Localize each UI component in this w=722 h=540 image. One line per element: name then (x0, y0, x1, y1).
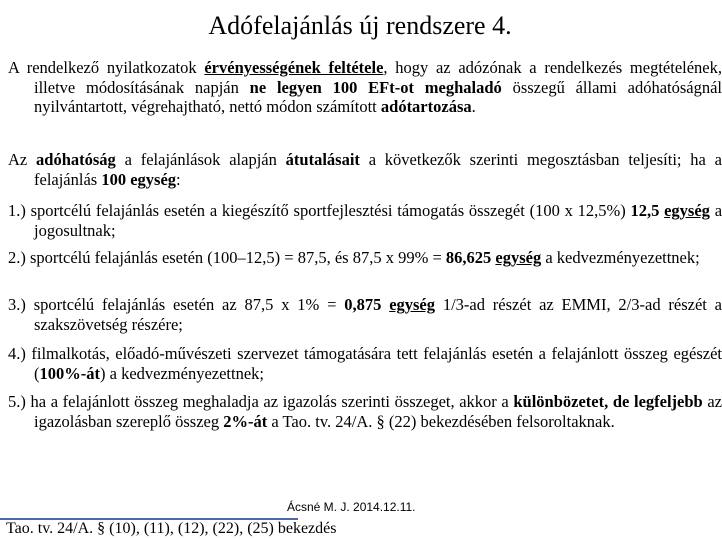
text: : (176, 169, 181, 189)
text: a Tao. tv. 24/A. § (22) bekezdésében felsoroltaknak. (267, 411, 615, 431)
text: . (471, 97, 476, 116)
unit-label: egység (664, 201, 710, 220)
text: a következők szerinti megosztásban teljesíti; ha a felajánlás (34, 150, 722, 189)
text: összegű állami adóhatóságnál nyilvántartott, végrehajtható, nettó módon számított (34, 77, 722, 116)
emphasis-100-units: 100 egység (101, 169, 177, 189)
text: , hogy az adózónak a rendelkezés megtételének, illetve módosításának napján (34, 58, 722, 97)
emphasis-difference: különbözetet, de legfeljebb (513, 392, 703, 411)
text: a felajánlások alapján (115, 150, 286, 169)
text: A rendelkező nyilatkozatok (8, 58, 205, 77)
list-item-3 (8, 295, 722, 334)
text: ) a kedvezményezettnek; (100, 363, 264, 383)
list-item-2 (8, 248, 722, 268)
emphasis-transfers: átutalásait (285, 150, 360, 169)
text: 3.) sportcélú felajánlás esetén az 87,5 x 1% = (8, 295, 345, 314)
value-100-percent: 100%-át (39, 363, 100, 383)
text: Az (8, 150, 37, 169)
value-12-5: 12,5 (630, 201, 665, 220)
slide-title: Adófelajánlás új rendszere 4. (208, 11, 512, 40)
text: 1.) sportcélú felajánlás esetén a kiegészítő sportfejlesztési támogatás összegét (100 x 12,5%) (8, 201, 631, 220)
text: 2.) sportcélú felajánlás esetén (100–12,5) = 87,5, és 87,5 x 99% = (8, 248, 446, 267)
value-2-percent: 2%-át (223, 411, 268, 431)
list-item-1 (8, 201, 722, 240)
list-item-4 (8, 344, 722, 383)
emphasis-authority: adóhatóság (36, 150, 116, 169)
value-0-875: 0,875 (344, 295, 390, 314)
emphasis-tax-debt: adótartozása (380, 97, 472, 116)
text: az igazolásban szereplő összeg (34, 392, 722, 431)
emphasis-validity: érvényességének feltétele (204, 58, 384, 77)
text: 5.) ha a felajánlott összeg meghaladja az igazolás szerinti összeget, akkor a (8, 392, 514, 411)
text: 1/3-ad részét az EMMI, 2/3-ad részét a szakszövetség részére; (34, 295, 722, 334)
emphasis-debt-limit: ne legyen 100 EFt-ot meghaladó (249, 77, 502, 97)
list-item-5 (8, 392, 722, 431)
paragraph-transfer-rules (8, 150, 722, 189)
paragraph-validity-condition (8, 58, 722, 117)
text: a jogosultnak; (34, 201, 722, 240)
text: a kedvezményezettnek; (541, 248, 700, 267)
text: 4.) filmalkotás, előadó-művészeti szervezet támogatására tett felajánlás esetén a felajánlott összeg egészét ( (8, 344, 722, 383)
value-86-625: 86,625 (445, 248, 496, 267)
footer-law-reference: Tao. tv. 24/A. § (10), (11), (12), (22), (25) bekezdés (6, 520, 337, 537)
footer-author-date: Ácsné M. J. 2014.12.11. (287, 500, 416, 514)
unit-label: egység (389, 295, 436, 314)
unit-label: egység (495, 248, 542, 267)
